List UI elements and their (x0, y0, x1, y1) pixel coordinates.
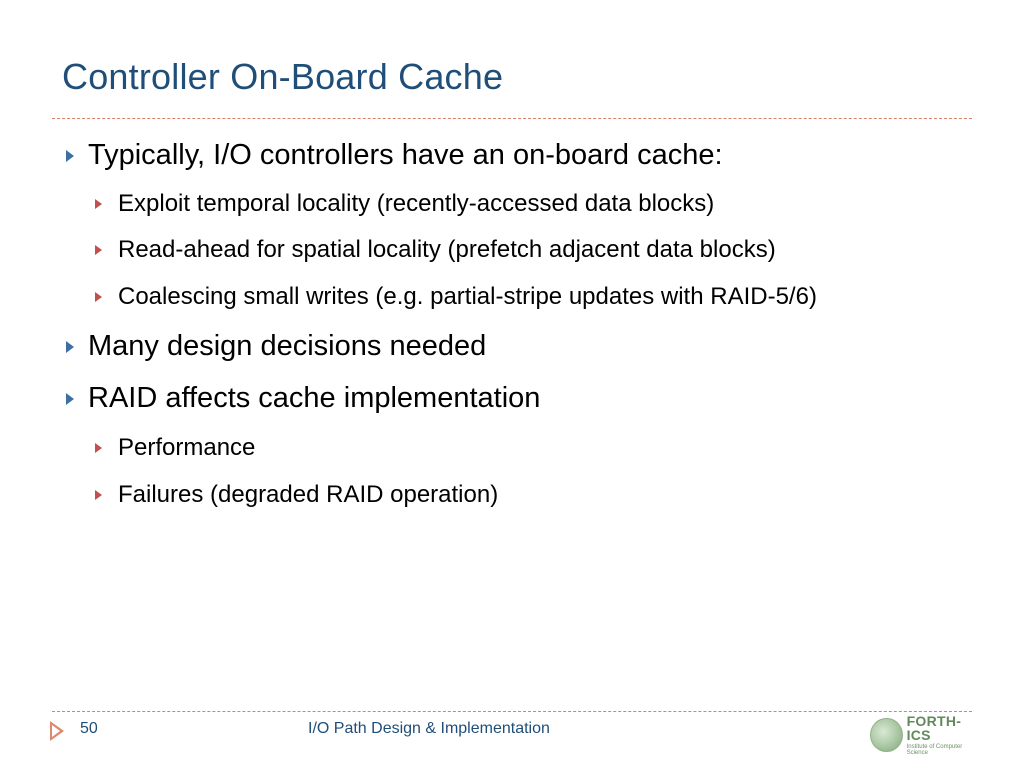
sub-bullet-item (95, 434, 255, 462)
sub-bullet-marker-icon (95, 199, 102, 209)
bullet-text: Typically, I/O controllers have an on-board cache: (88, 139, 723, 171)
sub-bullet-text: Coalescing small writes (e.g. partial-stripe updates with RAID-5/6) (118, 283, 817, 310)
sub-bullet-marker-icon (95, 443, 102, 453)
title-divider (52, 118, 972, 119)
bullet-item (66, 330, 486, 363)
bullet-marker-icon (66, 393, 74, 405)
sub-bullet-item (95, 190, 714, 218)
bullet-item (66, 382, 540, 415)
logo-sub-text: Institute of Computer Science (906, 744, 963, 756)
footer-arrow-icon (50, 721, 64, 741)
sub-bullet-marker-icon (95, 490, 102, 500)
logo-emblem (870, 718, 903, 752)
sub-bullet-text: Performance (118, 434, 256, 461)
slide-title: Controller On-Board Cache (62, 56, 504, 97)
page-number: 50 (80, 720, 98, 737)
sub-bullet-marker-icon (95, 245, 102, 255)
sub-bullet-text: Failures (degraded RAID operation) (118, 481, 499, 508)
sub-bullet-text: Read-ahead for spatial locality (prefetch adjacent data blocks) (118, 236, 776, 263)
sub-bullet-item (95, 481, 498, 509)
sub-bullet-item (95, 236, 776, 264)
footer-divider (52, 711, 972, 712)
bullet-marker-icon (66, 150, 74, 162)
bullet-marker-icon (66, 341, 74, 353)
bullet-item (66, 139, 723, 172)
logo-main-text: FORTH-ICS (906, 713, 962, 743)
forth-ics-logo-icon (870, 713, 982, 756)
sub-bullet-item (95, 283, 817, 311)
bullet-text: RAID affects cache implementation (88, 382, 541, 414)
sub-bullet-marker-icon (95, 292, 102, 302)
bullet-text: Many design decisions needed (88, 330, 487, 362)
sub-bullet-text: Exploit temporal locality (recently-accessed data blocks) (118, 190, 715, 217)
logo-text (907, 714, 982, 756)
footer-title: I/O Path Design & Implementation (308, 720, 550, 737)
